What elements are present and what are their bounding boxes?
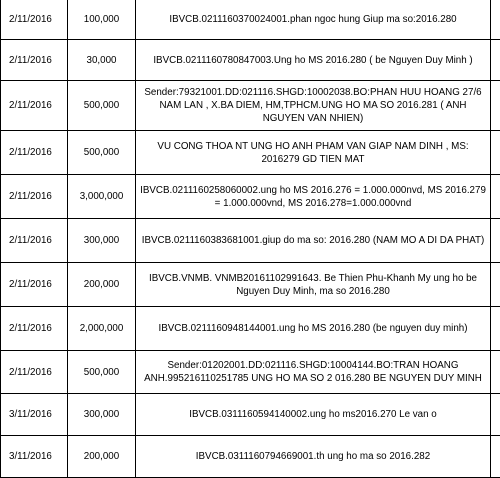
table-row: [1, 40, 500, 81]
table-row: [1, 175, 500, 219]
date-cell: 3/11/2016: [1, 394, 68, 436]
description-cell: Sender:79321001.DD:021116.SHGD:10002038.BO:PHAN HUU HOANG 27/6 NAM LAN , X.BA DIEM, HM,TPHCM.UNG HO MA SO 2016.281 ( ANH NGUYEN VAN NHIEN): [136, 81, 491, 131]
date-cell: 2/11/2016: [1, 131, 68, 175]
amount-cell: 100,000: [68, 0, 136, 40]
empty-cell: [491, 81, 500, 131]
description-cell: VU CONG THOA NT UNG HO ANH PHAM VAN GIAP NAM DINH , MS: 2016279 GD TIEN MAT: [136, 131, 491, 175]
amount-cell: 3,000,000: [68, 175, 136, 219]
table-row: [1, 263, 500, 307]
table-row: [1, 394, 500, 436]
amount-cell: 500,000: [68, 131, 136, 175]
date-cell: 2/11/2016: [1, 0, 68, 40]
description-cell: IBVCB.VNMB. VNMB20161102991643. Be Thien Phu-Khanh My ung ho be Nguyen Duy Minh, ma so 2016.280: [136, 263, 491, 307]
amount-cell: 2,000,000: [68, 307, 136, 351]
amount-cell: 500,000: [68, 351, 136, 394]
empty-cell: [491, 436, 500, 478]
description-cell: Sender:01202001.DD:021116.SHGD:10004144.BO:TRAN HOANG ANH.995216110251785 UNG HO MA SO 2 016.280 BE NGUYEN DUY MINH: [136, 351, 491, 394]
empty-cell: [491, 40, 500, 81]
empty-cell: [491, 351, 500, 394]
date-cell: 2/11/2016: [1, 175, 68, 219]
description-cell: IBVCB.0211160780847003.Ung ho MS 2016.280 ( be Nguyen Duy Minh ): [136, 40, 491, 81]
description-cell: IBVCB.0211160383681001.giup do ma so: 2016.280 (NAM MO A DI DA PHAT): [136, 219, 491, 263]
date-cell: 2/11/2016: [1, 263, 68, 307]
date-cell: 3/11/2016: [1, 436, 68, 478]
table-row: [1, 0, 500, 40]
empty-cell: [491, 263, 500, 307]
amount-cell: 200,000: [68, 436, 136, 478]
amount-cell: 300,000: [68, 394, 136, 436]
description-cell: IBVCB.0311160794669001.th ung ho ma so 2016.282: [136, 436, 491, 478]
table-row: [1, 81, 500, 131]
date-cell: 2/11/2016: [1, 307, 68, 351]
description-cell: IBVCB.0211160948144001.ung ho MS 2016.280 (be nguyen duy minh): [136, 307, 491, 351]
date-cell: 2/11/2016: [1, 351, 68, 394]
amount-cell: 300,000: [68, 219, 136, 263]
empty-cell: [491, 307, 500, 351]
description-cell: IBVCB.0311160594140002.ung ho ms2016.270 Le van o: [136, 394, 491, 436]
table-row: [1, 436, 500, 478]
table-row: [1, 131, 500, 175]
empty-cell: [491, 219, 500, 263]
table-row: [1, 307, 500, 351]
amount-cell: 30,000: [68, 40, 136, 81]
date-cell: 2/11/2016: [1, 81, 68, 131]
description-cell: IBVCB.0211160258060002.ung ho MS 2016.276 = 1.000.000nvd, MS 2016.279 = 1.000.000vnd, MS 2016.278=1.000.000vnd: [136, 175, 491, 219]
date-cell: 2/11/2016: [1, 219, 68, 263]
empty-cell: [491, 131, 500, 175]
empty-cell: [491, 175, 500, 219]
amount-cell: 500,000: [68, 81, 136, 131]
empty-cell: [491, 394, 500, 436]
table-row: [1, 219, 500, 263]
amount-cell: 200,000: [68, 263, 136, 307]
date-cell: 2/11/2016: [1, 40, 68, 81]
table-row: [1, 351, 500, 394]
empty-cell: [491, 0, 500, 40]
description-cell: IBVCB.0211160370024001.phan ngoc hung Giup ma so:2016.280: [136, 0, 491, 40]
